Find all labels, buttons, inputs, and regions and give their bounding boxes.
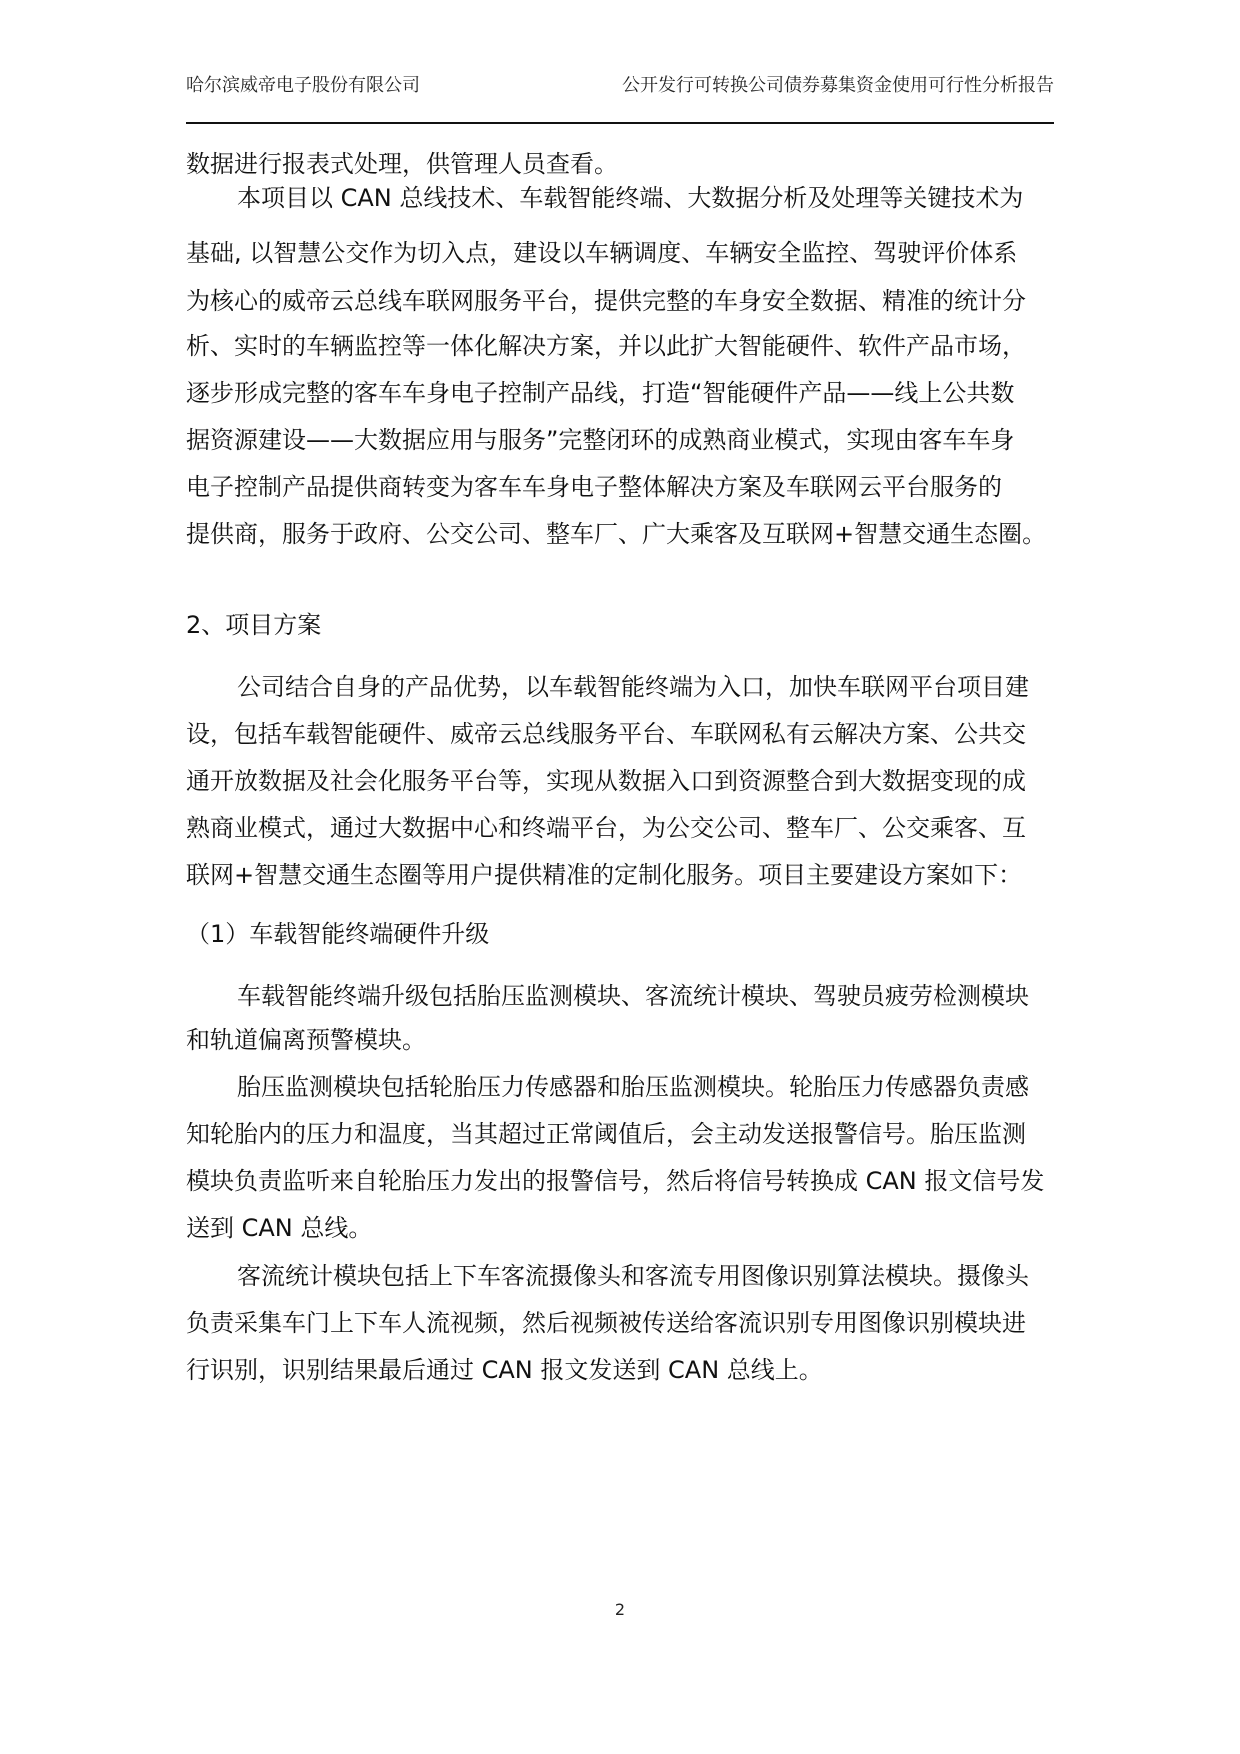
section-heading: 2、项目方案 (186, 611, 322, 639)
paragraph-line: 模块负责监听来自轮胎压力发出的报警信号，然后将信号转换成 CAN 报文信号发 (186, 1167, 1045, 1195)
header-report-title: 公开发行可转换公司债券募集资金使用可行性分析报告 (622, 75, 1054, 96)
paragraph-line: 逐步形成完整的客车车身电子控制产品线，打造“智能硬件产品——线上公共数 (186, 379, 1015, 407)
paragraph-line: 设，包括车载智能硬件、威帝云总线服务平台、车联网私有云解决方案、公共交 (186, 720, 1026, 748)
paragraph-line: 通开放数据及社会化服务平台等，实现从数据入口到资源整合到大数据变现的成 (186, 767, 1026, 795)
header-divider (186, 122, 1054, 124)
paragraph-line: 提供商，服务于政府、公交公司、整车厂、广大乘客及互联网+智慧交通生态圈。 (186, 520, 1047, 548)
page-number: 2 (614, 1600, 626, 1619)
paragraph-line: 本项目以 CAN 总线技术、车载智能终端、大数据分析及处理等关键技术为 (237, 184, 1024, 212)
paragraph-line: 联网+智慧交通生态圈等用户提供精准的定制化服务。项目主要建设方案如下： (186, 861, 1023, 889)
paragraph-line: 为核心的威帝云总线车联网服务平台，提供完整的车身安全数据、精准的统计分 (186, 287, 1026, 315)
paragraph-line: 客流统计模块包括上下车客流摄像头和客流专用图像识别算法模块。摄像头 (237, 1262, 1029, 1290)
paragraph-line: 行识别，识别结果最后通过 CAN 报文发送到 CAN 总线上。 (186, 1356, 823, 1384)
paragraph-line: 据资源建设——大数据应用与服务”完整闭环的成熟商业模式，实现由客车车身 (186, 426, 1015, 454)
paragraph-line: 电子控制产品提供商转变为客车车身电子整体解决方案及车联网云平台服务的 (186, 473, 1002, 501)
paragraph-line: 基础, 以智慧公交作为切入点，建设以车辆调度、车辆安全监控、驾驶评价体系 (186, 239, 1018, 267)
subheading: （1）车载智能终端硬件升级 (186, 920, 490, 948)
paragraph-line: 数据进行报表式处理，供管理人员查看。 (186, 150, 618, 178)
paragraph-line: 胎压监测模块包括轮胎压力传感器和胎压监测模块。轮胎压力传感器负责感 (237, 1073, 1029, 1101)
paragraph-line: 析、实时的车辆监控等一体化解决方案，并以此扩大智能硬件、软件产品市场， (186, 332, 1026, 360)
paragraph-line: 熟商业模式，通过大数据中心和终端平台，为公交公司、整车厂、公交乘客、互 (186, 814, 1026, 842)
paragraph-line: 送到 CAN 总线。 (186, 1214, 373, 1242)
paragraph-line: 公司结合自身的产品优势，以车载智能终端为入口，加快车联网平台项目建 (237, 673, 1029, 701)
paragraph-line: 和轨道偏离预警模块。 (186, 1026, 426, 1054)
page-header (186, 72, 1054, 100)
paragraph-line: 车载智能终端升级包括胎压监测模块、客流统计模块、驾驶员疲劳检测模块 (237, 982, 1029, 1010)
paragraph-line: 知轮胎内的压力和温度，当其超过正常阈值后，会主动发送报警信号。胎压监测 (186, 1120, 1026, 1148)
header-company-name: 哈尔滨威帝电子股份有限公司 (186, 75, 420, 96)
paragraph-line: 负责采集车门上下车人流视频，然后视频被传送给客流识别专用图像识别模块进 (186, 1309, 1026, 1337)
